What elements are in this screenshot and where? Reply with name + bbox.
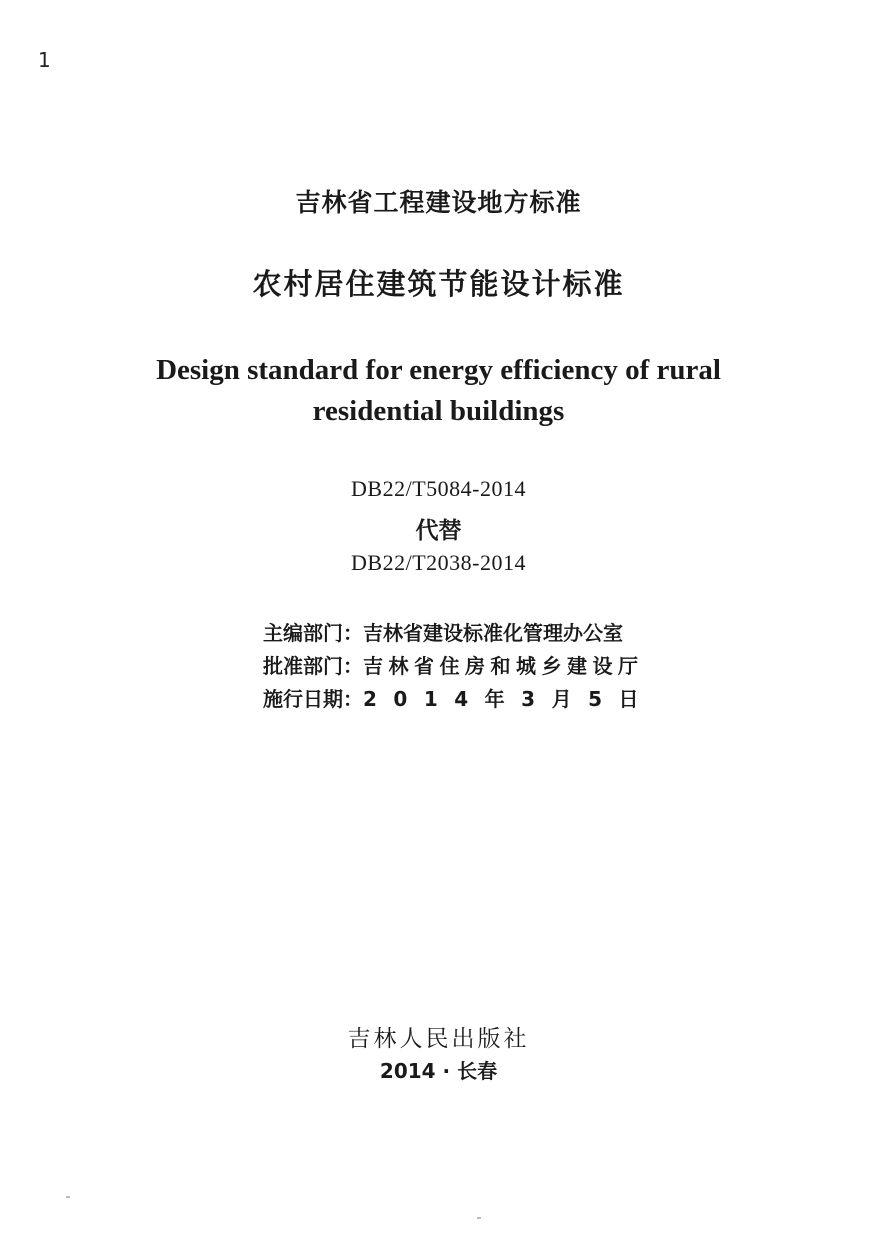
replaced-code: DB22/T2038-2014	[351, 550, 526, 575]
standard-code: DB22/T5084-2014	[351, 476, 526, 501]
info-editor	[263, 617, 623, 646]
publisher: 吉林人民出版社	[347, 1026, 530, 1052]
document-title-en	[0, 350, 877, 432]
info-label: 批准部门：	[263, 654, 363, 678]
title-en-line2: residential buildings	[312, 395, 565, 427]
scan-speck	[477, 1217, 481, 1219]
info-value: 2014年3月5日	[363, 687, 655, 711]
info-label: 施行日期：	[263, 687, 363, 711]
replaces-label: 代替	[415, 518, 462, 544]
info-effective-date	[263, 683, 655, 712]
info-label: 主编部门：	[263, 621, 363, 645]
publish-info: 2014 · 长春	[379, 1059, 498, 1083]
info-approver	[263, 650, 644, 679]
info-value: 吉林省建设标准化管理办公室	[363, 621, 623, 645]
series-title: 吉林省工程建设地方标准	[295, 188, 582, 217]
scan-speck	[66, 1196, 70, 1198]
info-value: 吉林省住房和城乡建设厅	[363, 654, 644, 678]
page-mark: 1	[38, 48, 51, 72]
title-en-line1: Design standard for energy efficiency of rural	[156, 354, 721, 386]
document-title-cn: 农村居住建筑节能设计标准	[252, 267, 625, 301]
